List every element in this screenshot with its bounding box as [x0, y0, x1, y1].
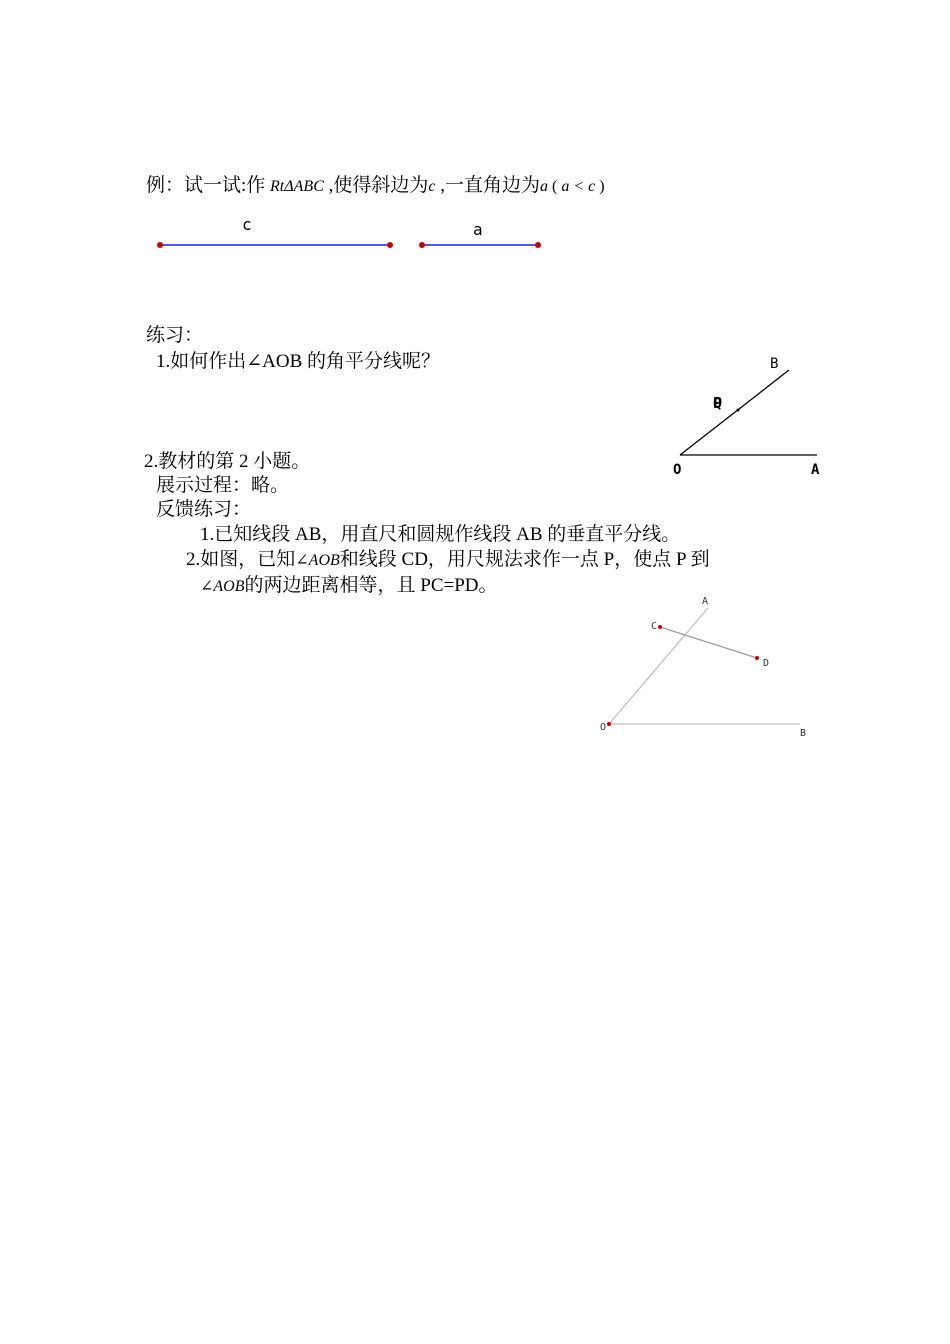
example-line [146, 174, 605, 199]
feedback-item-2 [186, 548, 710, 573]
leg-var: a [540, 178, 548, 195]
figure2-ray-oa [609, 608, 708, 724]
condition-math: a < c [561, 178, 596, 195]
feedback-item-1: 1.已知线段 AB，用直尺和圆规作线段 AB 的垂直平分线。 [200, 524, 681, 545]
feedback-item-2-line2-suffix: 的两边距离相等，且 PC=PD。 [244, 575, 498, 596]
segment-a-label: a [473, 220, 483, 239]
figure1-small-point [737, 409, 740, 412]
example-middle2: ,一直角边为 [435, 175, 540, 196]
feedback-item-2-continued [200, 574, 498, 599]
example-middle1: ,使得斜边为 [323, 175, 429, 196]
feedback-item-2-prefix: 2.如图，已知 [186, 549, 296, 570]
segment-cd [660, 627, 757, 658]
figure2-label-c: C [651, 621, 658, 632]
point-c [658, 625, 662, 629]
condition-close: ) [595, 178, 605, 195]
condition-open: ( [548, 178, 562, 195]
feedback-heading: 反馈练习： [156, 499, 252, 520]
angle-aob-figure [665, 350, 830, 480]
triangle-math: RtΔABC [270, 178, 324, 195]
figure1-label-a: A [811, 462, 820, 478]
ray-ob [680, 370, 789, 455]
point-o [607, 722, 611, 726]
segment-c-start-point [157, 242, 163, 248]
practice-question-2: 2.教材的第 2 小题。 [144, 451, 311, 472]
segment-a-start-point [419, 242, 425, 248]
feedback-item-2-suffix: 和线段 CD，用尺规法求作一点 P，使点 P 到 [339, 549, 710, 570]
figure2-label-o: O [600, 722, 607, 733]
hypotenuse-var: c [428, 178, 436, 195]
point-d [755, 656, 759, 660]
segment-c-label: c [242, 215, 252, 234]
example-prefix: 例：试一试:作 [146, 175, 271, 196]
practice-heading: 练习： [146, 325, 204, 346]
figure1-overlapped-labels: PQ [713, 394, 714, 412]
figure2-label-b: B [800, 728, 807, 739]
segment-c-end-point [387, 242, 393, 248]
figure2-label-d: D [763, 658, 770, 669]
angle-aob-with-segment-cd-figure [590, 590, 820, 745]
practice-question-1: 1.如何作出∠AOB 的角平分线呢？ [156, 351, 441, 372]
given-segments-figure [150, 210, 550, 255]
feedback-item-2-line2-angle: ∠AOB [200, 578, 245, 595]
figure2-label-a: A [702, 596, 709, 607]
show-process-line: 展示过程：略。 [156, 475, 290, 496]
feedback-item-2-angle: ∠AOB [295, 552, 340, 569]
segment-a-end-point [535, 242, 541, 248]
figure1-label-b: B [770, 356, 779, 372]
figure1-label-o: O [673, 462, 682, 478]
